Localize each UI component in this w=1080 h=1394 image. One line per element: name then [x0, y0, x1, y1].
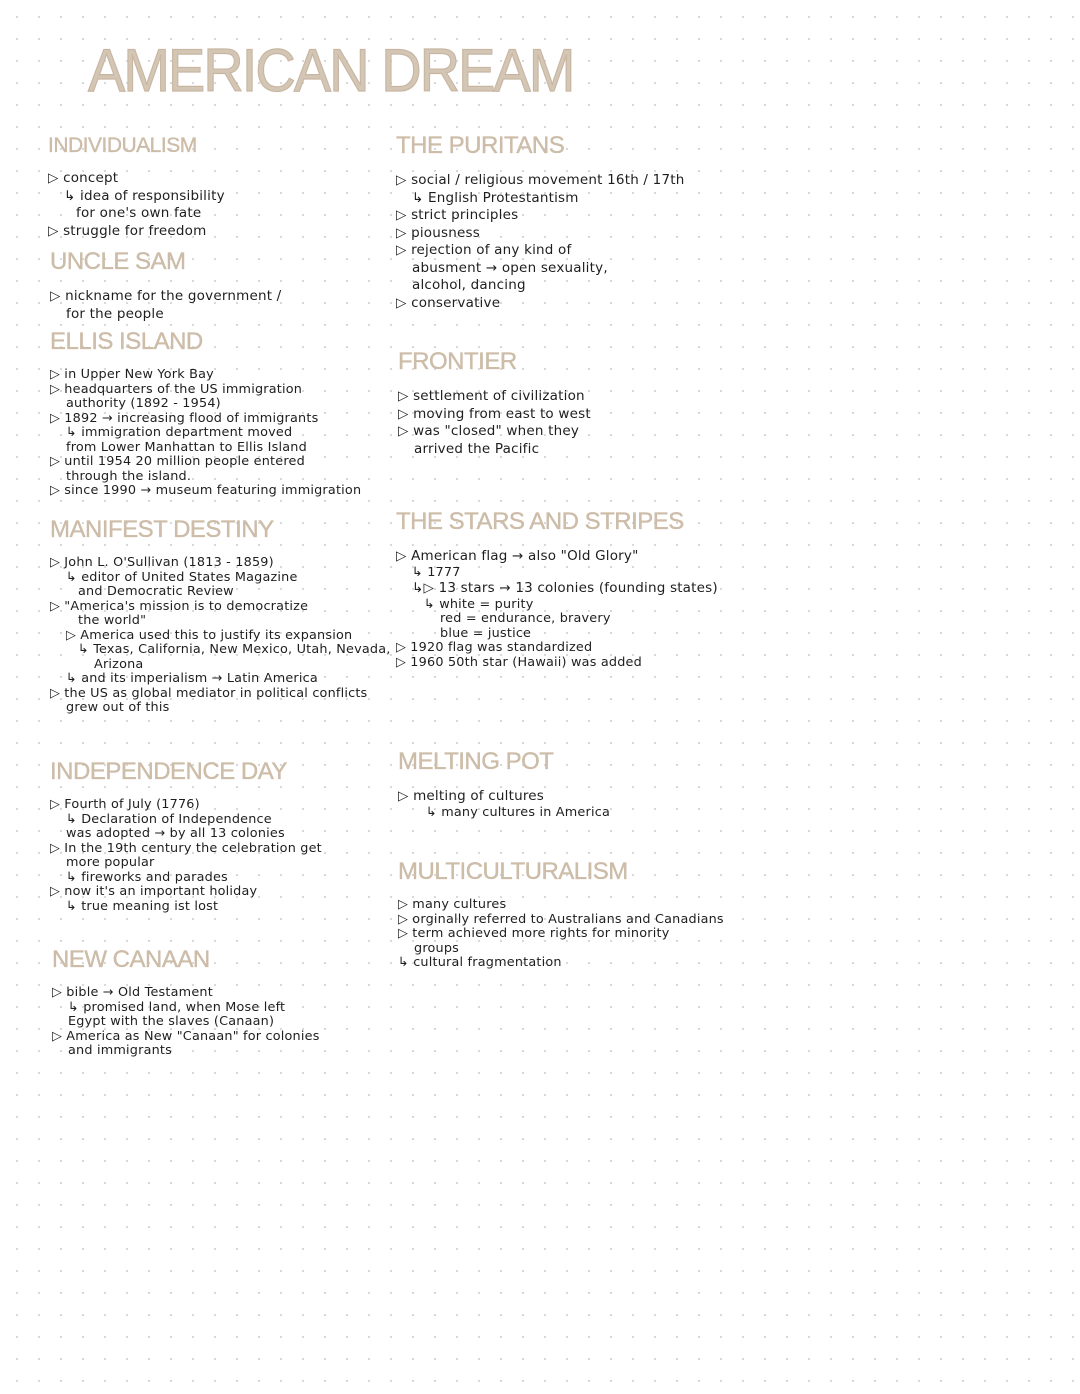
note-line: ▷ Fourth of July (1776)	[50, 797, 200, 812]
note-line: ▷ melting of cultures	[398, 788, 545, 804]
note-line: from Lower Manhattan to Ellis Island	[66, 439, 307, 455]
note-line: for the people	[66, 305, 164, 322]
heading-puritans: THE PURITANS	[396, 132, 565, 159]
note-line: ▷ since 1990 → museum featuring immigration	[50, 483, 362, 498]
note-line: ▷ American flag → also "Old Glory"	[396, 548, 639, 564]
note-line: ▷ many cultures	[398, 897, 507, 912]
note-line: arrived the Pacific	[414, 440, 540, 457]
section-individualism	[48, 134, 225, 240]
note-line: Egypt with the slaves (Canaan)	[68, 1014, 275, 1029]
heading-frontier: FRONTIER	[398, 348, 517, 375]
section-manifest-destiny	[50, 516, 391, 716]
note-line: for one's own fate	[76, 205, 202, 221]
note-line: groups	[414, 940, 460, 956]
note-line: ▷ John L. O'Sullivan (1813 - 1859)	[50, 555, 274, 570]
note-line: ↳ promised land, when Mose left	[68, 999, 286, 1015]
note-line: ▷ term achieved more rights for minority	[398, 926, 670, 941]
note-line: ▷ nickname for the government /	[50, 288, 282, 304]
note-line: the world"	[78, 613, 147, 628]
note-line: ▷ social / religious movement 16th / 17th	[396, 172, 685, 188]
note-line: ▷ orginally referred to Australians and Canadians	[398, 911, 724, 927]
note-line: ▷ in Upper New York Bay	[50, 367, 214, 382]
heading-new-canaan: NEW CANAAN	[52, 946, 210, 973]
note-line: ↳ Texas, California, New Mexico, Utah, Nevada,	[78, 642, 391, 657]
section-new-canaan	[52, 946, 320, 1059]
note-line: ↳ 1777	[412, 564, 461, 580]
note-line: alcohol, dancing	[412, 277, 526, 293]
note-line: ▷ was "closed" when they	[398, 423, 580, 439]
note-line: and Democratic Review	[78, 584, 234, 599]
note-line: abusment → open sexuality,	[412, 259, 608, 276]
note-line: ▷ now it's an important holiday	[50, 884, 258, 899]
section-uncle-sam	[50, 248, 281, 323]
note-line: ↳ immigration department moved	[66, 425, 293, 440]
note-line: ↳ cultural fragmentation	[398, 955, 562, 970]
note-line: ↳ idea of responsibility	[64, 187, 225, 204]
note-line: ↳ English Protestantism	[412, 189, 579, 206]
note-line: was adopted → by all 13 colonies	[66, 826, 285, 841]
note-line: through the island.	[66, 468, 192, 484]
heading-individualism: INDIVIDUALISM	[48, 134, 197, 157]
section-stars-and-stripes	[396, 508, 718, 670]
note-line: ▷ 1960 50th star (Hawaii) was added	[396, 654, 642, 670]
note-line: ▷ strict principles	[396, 207, 519, 223]
heading-multiculturalism: MULTICULTURALISM	[398, 858, 628, 885]
note-line: authority (1892 - 1954)	[66, 396, 221, 411]
page-title: AMERICAN DREAM	[88, 37, 574, 104]
note-line: and immigrants	[68, 1043, 173, 1058]
note-line: ▷ piousness	[396, 224, 480, 241]
section-multiculturalism	[398, 858, 724, 971]
note-line: ▷ rejection of any kind of	[396, 242, 572, 258]
note-line: ↳ and its imperialism → Latin America	[66, 671, 318, 686]
note-line: red = endurance, bravery	[440, 611, 611, 626]
note-line: ▷ "America's mission is to democratize	[50, 598, 309, 614]
section-frontier	[398, 348, 591, 458]
note-line: Arizona	[94, 656, 144, 672]
note-line: ▷ In the 19th century the celebration get	[50, 840, 322, 856]
note-line: ▷ America used this to justify its expansion	[66, 627, 353, 643]
note-line: ↳ Declaration of Independence	[66, 811, 272, 827]
note-line: ↳ many cultures in America	[426, 804, 610, 820]
note-line: blue = justice	[440, 625, 532, 641]
heading-independence-day: INDEPENDENCE DAY	[50, 758, 287, 785]
note-line: ▷ struggle for freedom	[48, 222, 207, 239]
note-line: grew out of this	[66, 700, 170, 715]
note-line: ▷ concept	[48, 170, 119, 186]
heading-stars-and-stripes: THE STARS AND STRIPES	[396, 508, 684, 535]
note-line: ↳ editor of United States Magazine	[66, 569, 298, 585]
section-ellis-island	[50, 328, 361, 499]
heading-ellis-island: ELLIS ISLAND	[50, 328, 203, 355]
note-line: ▷ 1920 flag was standardized	[396, 640, 593, 655]
note-line: ▷ settlement of civilization	[398, 388, 585, 404]
section-melting-pot	[398, 748, 610, 820]
note-line: ▷ until 1954 20 million people entered	[50, 454, 305, 469]
note-line: ↳ true meaning ist lost	[66, 898, 219, 914]
section-independence-day	[50, 758, 322, 914]
note-line: ↳ fireworks and parades	[66, 869, 228, 885]
note-line: ▷ bible → Old Testament	[52, 985, 213, 1000]
heading-melting-pot: MELTING POT	[398, 748, 554, 775]
note-line: ▷ the US as global mediator in political conflicts	[50, 685, 368, 701]
note-line: ↳ white = purity	[424, 596, 534, 612]
note-line: ▷ headquarters of the US immigration	[50, 381, 303, 397]
note-line: ▷ moving from east to west	[398, 405, 591, 422]
note-line: ↳▷ 13 stars → 13 colonies (founding states)	[412, 580, 718, 596]
note-line: ▷ conservative	[396, 294, 501, 311]
heading-uncle-sam: UNCLE SAM	[50, 248, 186, 275]
note-line: ▷ America as New "Canaan" for colonies	[52, 1028, 320, 1044]
note-line: ▷ 1892 → increasing flood of immigrants	[50, 410, 319, 426]
note-line: more popular	[66, 855, 155, 870]
heading-manifest-destiny: MANIFEST DESTINY	[50, 516, 274, 543]
section-puritans	[396, 132, 685, 312]
